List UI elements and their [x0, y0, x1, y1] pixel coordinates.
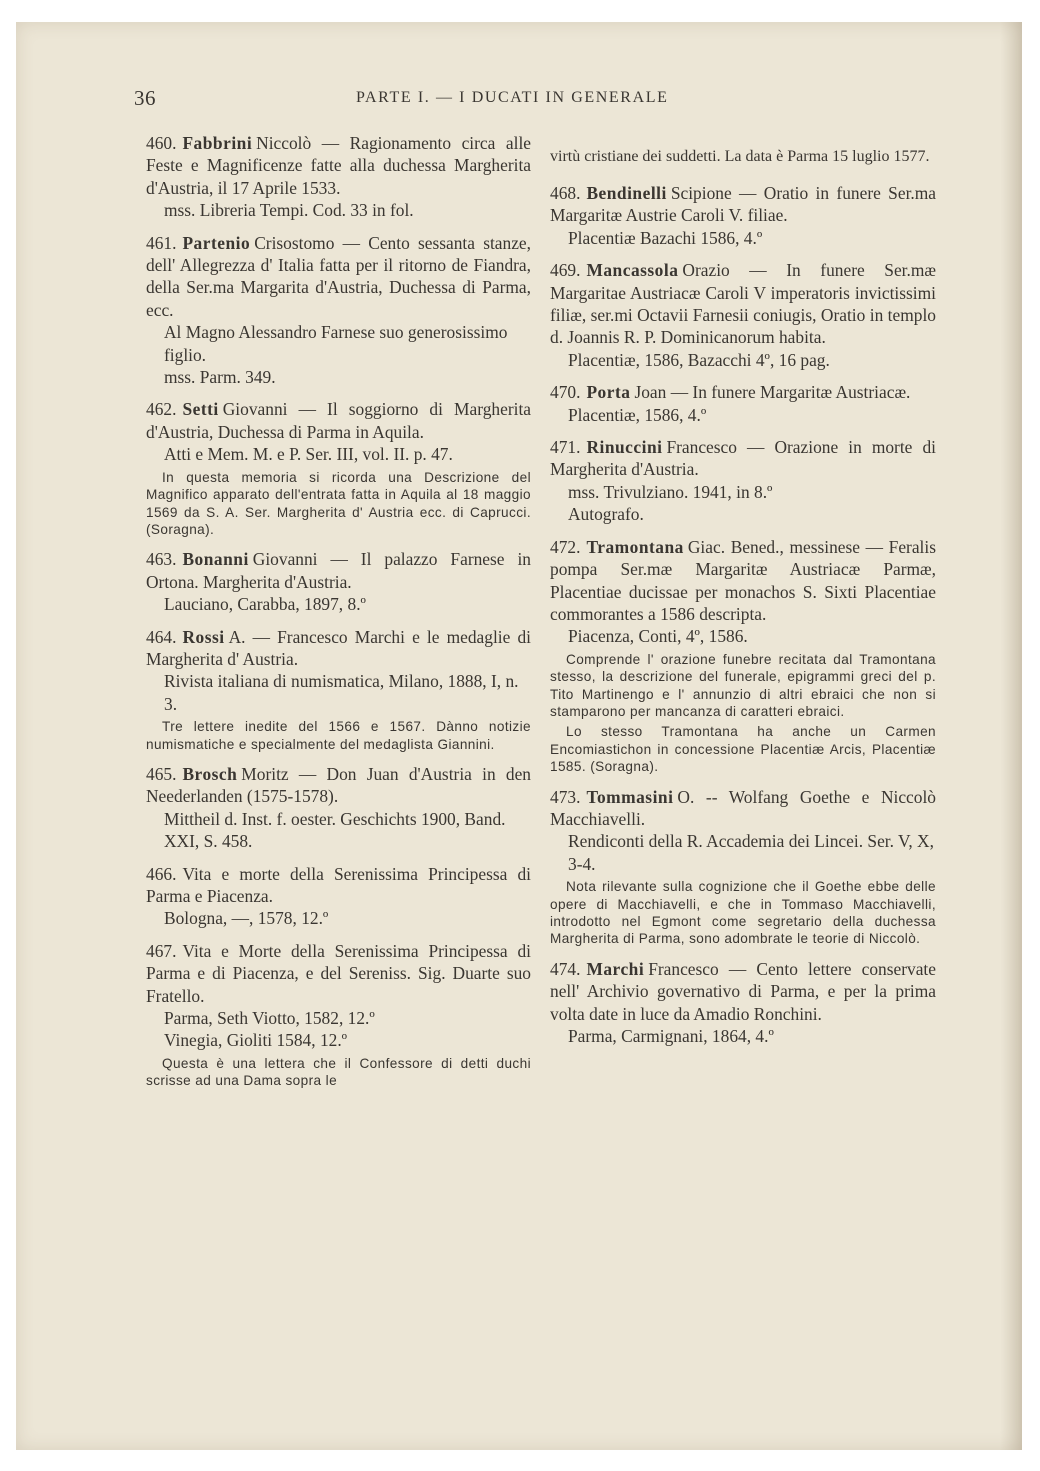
- entry-publication: mss. Parm. 349.: [164, 367, 276, 388]
- bibliography-entry: [550, 786, 936, 948]
- entry-text: Giovanni — Il palazzo Farnese in Ortona. Margherita d'Austria.: [146, 549, 531, 592]
- entry-text: Francesco — Orazione in morte di Margherita d'Austria.: [550, 437, 936, 480]
- bibliography-entry: [146, 232, 531, 389]
- bibliography-entry: [550, 536, 936, 776]
- entry-text: O. -- Wolfang Goethe e Niccolò Macchiavelli.: [550, 786, 936, 829]
- left-column: [146, 132, 531, 1100]
- entry-title-line: [550, 536, 936, 626]
- entry-author: Porta: [586, 382, 631, 403]
- entry-number: 463.: [146, 549, 177, 570]
- entry-number: 474.: [550, 958, 581, 979]
- entry-text: Crisostomo — Cento sessanta stanze, dell' Allegrezza d' Italia fatta per il ritorno de Fiandra, della Ser.ma Margarita d'Austria, Duchessa di Parma, ecc.: [146, 232, 531, 320]
- entry-publication: Placentiæ Bazachi 1586, 4.º: [568, 227, 763, 248]
- entry-title-line: [550, 958, 936, 1025]
- entry-title-line: [550, 259, 936, 349]
- bibliography-entry: [146, 626, 531, 753]
- entry-author: Brosch: [182, 763, 238, 784]
- entry-title-line: [550, 182, 936, 227]
- entry-publication: Rendiconti della R. Accademia dei Lincei. Ser. V, X, 3-4.: [568, 831, 934, 874]
- entry-note: Nota rilevante sulla cognizione che il Goethe ebbe delle opere di Macchiavelli, e che in Tommaso Macchiavelli, introdotto nel Egmont come segretario della duchessa Margherita di Parma, sono adombrate le teorie di Niccolò.: [550, 879, 936, 947]
- bibliography-entry: [550, 182, 936, 249]
- entry-title-line: [550, 786, 936, 831]
- entry-number: 468.: [550, 183, 581, 203]
- entry-title-line: [146, 940, 531, 1007]
- entry-publication: Placentiæ, 1586, Bazacchi 4º, 16 pag.: [568, 349, 830, 370]
- page-header: [16, 86, 1022, 116]
- bibliography-entry: [146, 940, 531, 1090]
- entry-text: Vita e Morte della Serenissima Principessa di Parma e di Piacenza, e del Sereniss. Sig. Duarte suo Fratello.: [146, 940, 531, 1006]
- entry-text: Scipione — Oratio in funere Ser.ma Margaritæ Austrie Caroli V. filiae.: [550, 183, 936, 226]
- entry-text: Francesco — Cento lettere conservate nell' Archivio governativo di Parma, e per la prima volta date in luce da Amadio Ronchini.: [550, 958, 936, 1024]
- entry-text: Giac. Bened., messinese — Feralis pompa Ser.mæ Margaritæ Austriacæ Parmæ, Placentiae ducissae per monachos S. Sixti Placentiae commorantes a 1586 descripta.: [550, 536, 936, 624]
- entry-author: Tramontana: [586, 536, 684, 557]
- entry-publication: Atti e Mem. M. e P. Ser. III, vol. II. p. 47.: [164, 444, 453, 465]
- entry-number: 464.: [146, 626, 177, 647]
- scanned-page: [16, 22, 1022, 1450]
- entry-note: Tre lettere inedite del 1566 e 1567. Dànno notizie numismatiche e specialmente del medaglista Giannini.: [146, 719, 531, 752]
- entry-publication: mss. Trivulziano. 1941, in 8.º: [568, 481, 773, 502]
- entry-title-line: [550, 381, 936, 403]
- entry-author: Rinuccini: [586, 437, 663, 458]
- bibliography-entry: [550, 436, 936, 526]
- entry-author: Bonanni: [182, 549, 249, 570]
- entry-author: Marchi: [586, 958, 645, 979]
- entry-author: Fabbrini: [182, 133, 253, 153]
- right-entries: [550, 182, 936, 1047]
- entry-title-line: [146, 863, 531, 908]
- entry-number: 467.: [146, 940, 177, 961]
- entry-text: A. — Francesco Marchi e le medaglie di Margherita d' Austria.: [146, 626, 531, 669]
- entry-number: 466.: [146, 863, 177, 884]
- page-number: 36: [134, 86, 156, 110]
- entry-publication: Bologna, —, 1578, 12.º: [164, 908, 329, 929]
- entry-note: Questa è una lettera che il Confessore di detti duchi scrisse ad una Dama sopra le: [146, 1055, 531, 1089]
- running-head: PARTE I. — I DUCATI IN GENERALE: [356, 89, 669, 106]
- entry-number: 461.: [146, 232, 177, 253]
- entry-author: Partenio: [182, 232, 251, 253]
- entry-title-line: [146, 626, 531, 671]
- entry-publication: Autografo.: [568, 504, 644, 525]
- entry-text: Vita e morte della Serenissima Principessa di Parma e Piacenza.: [146, 863, 531, 906]
- entry-title-line: [146, 398, 531, 443]
- entry-text: Niccolò — Ragionamento circa alle Feste e Magnificenze fatte alla duchessa Margherita d'Austria, il 17 Aprile 1533.: [146, 133, 531, 198]
- continued-note: virtù cristiane dei suddetti. La data è Parma 15 luglio 1577.: [550, 148, 930, 165]
- right-column: [550, 132, 936, 1057]
- entry-title-line: [146, 132, 531, 199]
- bibliography-entry: [146, 548, 531, 615]
- entry-title-line: [146, 232, 531, 322]
- bibliography-entry: [146, 763, 531, 853]
- entry-author: Rossi: [182, 626, 225, 647]
- entry-author: Tommasini: [586, 786, 674, 807]
- entry-number: 469.: [550, 260, 581, 281]
- entry-publication: Vinegia, Gioliti 1584, 12.º: [164, 1030, 348, 1051]
- entry-text: Giovanni — Il soggiorno di Margherita d'Austria, Duchessa di Parma in Aquila.: [146, 399, 531, 442]
- entry-text: Joan — In funere Margaritæ Austriacæ.: [634, 382, 911, 403]
- bibliography-entry: [146, 398, 531, 538]
- bibliography-entry: [146, 863, 531, 930]
- entry-note: Comprende l' orazione funebre recitata dal Tramontana stesso, la descrizione del funerale, epigrammi greci del p. Tito Martinengo e l' annunzio di altri ebraici che non si stamparono per mancanza di caratteri ebraici.: [550, 651, 936, 719]
- entry-publication: Al Magno Alessandro Farnese suo generosissimo figlio.: [164, 322, 508, 365]
- entry-number: 465.: [146, 763, 177, 784]
- bibliography-entry: [550, 381, 936, 426]
- bibliography-entry: [550, 259, 936, 371]
- entry-publication: Lauciano, Carabba, 1897, 8.º: [164, 594, 366, 615]
- entry-number: 460.: [146, 133, 177, 153]
- bibliography-entry: [146, 132, 531, 222]
- entry-author: Setti: [182, 399, 219, 420]
- entry-text: Orazio — In funere Ser.mæ Margaritae Austriacæ Caroli V imperatoris invictissimi filiæ, ser.mi Octavii Farnesii coniugis, Oratio in templo d. Joannis R. P. Dominicanorum habita.: [550, 260, 936, 348]
- entry-publication: Parma, Carmignani, 1864, 4.º: [568, 1026, 774, 1047]
- entry-publication: Piacenza, Conti, 4º, 1586.: [568, 626, 748, 647]
- entry-publication: mss. Libreria Tempi. Cod. 33 in fol.: [164, 200, 414, 221]
- entry-number: 473.: [550, 786, 581, 807]
- entry-publication: Parma, Seth Viotto, 1582, 12.º: [164, 1008, 375, 1029]
- entry-note: Lo stesso Tramontana ha anche un Carmen Encomiastichon in concessione Placentiæ Arcis, Placentiæ 1585. (Soragna).: [550, 724, 936, 775]
- entry-author: Bendinelli: [586, 183, 667, 203]
- entry-publication: Rivista italiana di numismatica, Milano, 1888, I, n. 3.: [164, 671, 519, 714]
- entry-author: Mancassola: [586, 260, 679, 281]
- entry-number: 471.: [550, 437, 581, 458]
- entry-number: 470.: [550, 382, 581, 403]
- entry-note: In questa memoria si ricorda una Descrizione del Magnifico apparato dell'entrata fatta in Aquila al 18 maggio 1569 da S. A. Ser. Margherita d' Austria ecc. di Caprucci. (Soragna).: [146, 469, 531, 537]
- entry-publication: Placentiæ, 1586, 4.º: [568, 404, 707, 425]
- page-edge-shadow: [1000, 22, 1022, 1450]
- entry-title-line: [550, 436, 936, 481]
- entry-number: 472.: [550, 536, 581, 557]
- entry-publication: Mittheil d. Inst. f. oester. Geschichts 1900, Band. XXI, S. 458.: [164, 808, 506, 852]
- bibliography-entry: [550, 958, 936, 1048]
- entry-title-line: [146, 763, 531, 808]
- entry-number: 462.: [146, 399, 177, 420]
- entry-text: Moritz — Don Juan d'Austria in den Neederlanden (1575-1578).: [146, 763, 531, 807]
- entry-title-line: [146, 548, 531, 593]
